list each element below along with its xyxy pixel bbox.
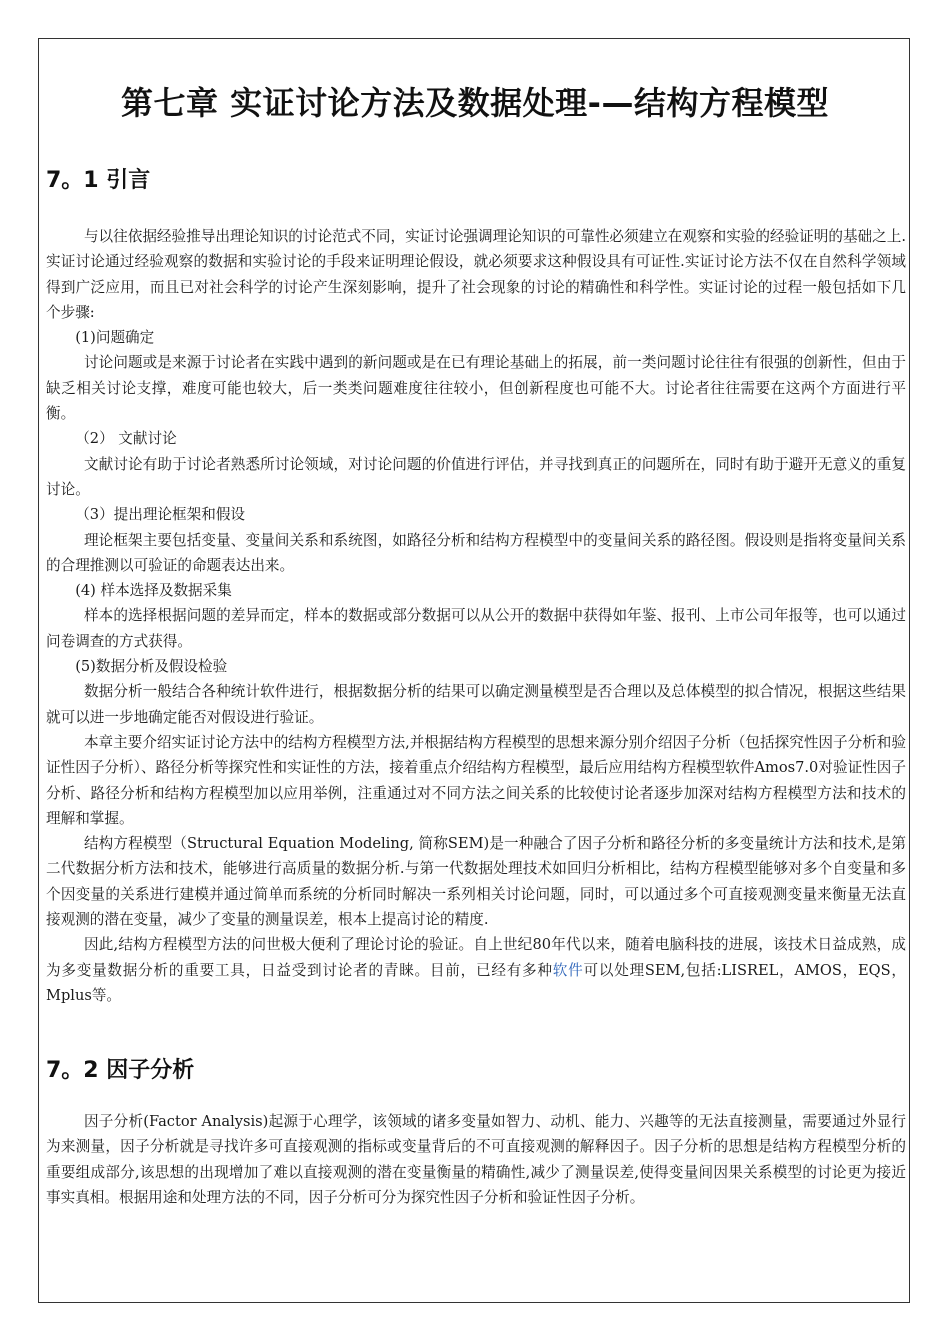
paragraph-software-text-before: 因此,结构方程模型方法的问世极大便利了理论讨论的验证。自上世纪80年代以来，随着电脑科技的进展，该技术日益成熟，成为多变量数据分析的重要工具，日益受到讨论者的青睐。目前，已经有多种: [46, 936, 906, 979]
section-body-factor-analysis: [46, 1109, 906, 1210]
step-label-5: (5)数据分析及假设检验: [75, 658, 228, 676]
step-label-2: （2） 文献讨论: [75, 430, 177, 448]
step-label-1: (1)问题确定: [75, 329, 155, 347]
paragraph-sem-software: [46, 932, 906, 1008]
software-link[interactable]: 软件: [552, 961, 584, 979]
step-text-4: 样本的选择根据问题的差异而定，样本的数据或部分数据可以从公开的数据中获得如年鉴、报刊、上市公司年报等，也可以通过问卷调查的方式获得。: [46, 607, 906, 650]
section-body-intro: [46, 224, 906, 1008]
chapter-title: 第七章 实证讨论方法及数据处理-—结构方程模型: [121, 84, 829, 122]
step-label-3: （3）提出理论框架和假设: [75, 506, 246, 524]
step-text-2: 文献讨论有助于讨论者熟悉所讨论领域，对讨论问题的价值进行评估，并寻找到真正的问题所在，同时有助于避开无意义的重复讨论。: [46, 455, 906, 498]
section-heading-intro: 7。1 引言: [46, 168, 151, 193]
step-label-4: (4) 样本选择及数据采集: [75, 582, 232, 600]
paragraph-chapter-overview: 本章主要介绍实证讨论方法中的结构方程模型方法,并根据结构方程模型的思想来源分别介绍因子分析（包括探究性因子分析和验证性因子分析）、路径分析等探究性和实证性的方法，接着重点介绍结构方程模型，最后应用结构方程模型软件Amos7.0对验证性因子分析、路径分析和结构方程模型加以应用举例，注重通过对不同方法之间关系的比较使讨论者逐步加深对结构方程模型方法和技术的理解和掌握。: [46, 733, 906, 827]
step-text-1: 讨论问题或是来源于讨论者在实践中遇到的新问题或是在已有理论基础上的拓展，前一类问题讨论往往有很强的创新性，但由于缺乏相关讨论支撑，难度可能也较大，后一类类问题难度往往较小，但创新程度也可能不大。讨论者往往需要在这两个方面进行平衡。: [46, 354, 906, 423]
step-text-5: 数据分析一般结合各种统计软件进行，根据数据分析的结果可以确定测量模型是否合理以及总体模型的拟合情况，根据这些结果就可以进一步地确定能否对假设进行验证。: [46, 683, 906, 726]
step-text-3: 理论框架主要包括变量、变量间关系和系统图，如路径分析和结构方程模型中的变量间关系的路径图。假设则是指将变量间关系的合理推测以可验证的命题表达出来。: [46, 531, 906, 574]
paragraph-sem-definition: 结构方程模型（Structural Equation Modeling, 简称SEM)是一种融合了因子分析和路径分析的多变量统计方法和技术,是第二代数据分析方法和技术，能够进行高质量的数据分析.与第一代数据处理技术如回归分析相比，结构方程模型能够对多个自变量和多个因变量的关系进行建模并通过简单而系统的分析同时解决一系列相关讨论问题，同时，可以通过多个可直接观测变量来衡量无法直接观测的潜在变量，减少了变量的测量误差，根本上提高讨论的精度.: [46, 835, 906, 929]
paragraph-factor-analysis: 因子分析(Factor Analysis)起源于心理学，该领域的诸多变量如智力、动机、能力、兴趣等的无法直接测量，需要通过外显行为来测量，因子分析就是寻找许多可直接观测的指标或变量背后的不可直接观测的解释因子。因子分析的思想是结构方程模型分析的重要组成部分,该思想的出现增加了难以直接观测的潜在变量衡量的精确性,减少了测量误差,使得变量间因果关系模型的讨论更为接近事实真相。根据用途和处理方法的不同，因子分析可分为探究性因子分析和验证性因子分析。: [46, 1113, 906, 1206]
section-heading-factor-analysis: 7。2 因子分析: [46, 1058, 195, 1083]
paragraph-software-text-after: 可以处理SEM,包括:LISREL，AMOS，EQS，Mplus等。: [46, 961, 906, 1004]
paragraph-intro: 与以往依据经验推导出理论知识的讨论范式不同，实证讨论强调理论知识的可靠性必须建立在观察和实验的经验证明的基础之上.实证讨论通过经验观察的数据和实验讨论的手段来证明理论假设，就必须要求这种假设具有可证性.实证讨论方法不仅在自然科学领域得到广泛应用，而且已对社会科学的讨论产生深刻影响，提升了社会现象的讨论的精确性和科学性。实证讨论的过程一般包括如下几个步骤:: [46, 228, 906, 321]
